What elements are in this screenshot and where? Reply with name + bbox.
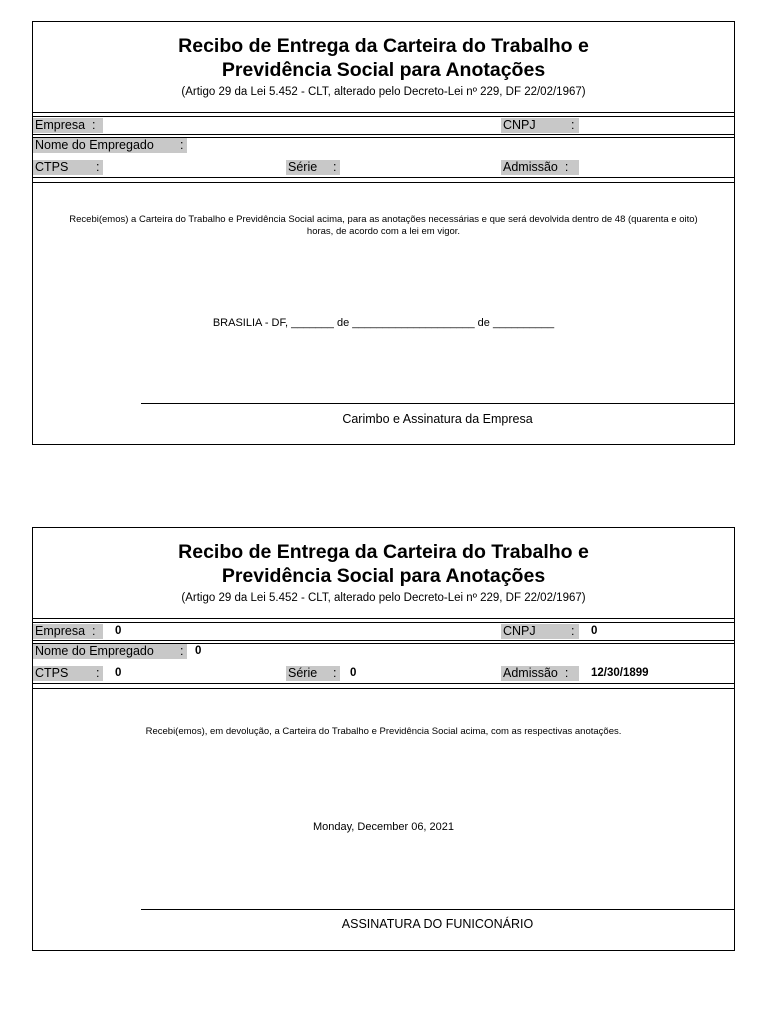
signature-label: ASSINATURA DO FUNICONÁRIO — [341, 917, 534, 931]
ctps-value: 0 — [115, 667, 122, 679]
divider — [33, 116, 734, 117]
cnpj-label: CNPJ — [501, 118, 579, 133]
title-line-1: Recibo de Entrega da Carteira do Trabalho e — [178, 35, 589, 57]
employee-name-colon: : — [180, 644, 184, 658]
receipt-statement: Recebi(emos), em devolução, a Carteira do Trabalho e Previdência Social acima, com as respectivas anotações. — [145, 726, 622, 737]
date-line: Monday, December 06, 2021 — [312, 821, 455, 833]
divider — [33, 134, 734, 135]
return-receipt-form — [32, 527, 735, 951]
employee-name-row — [33, 644, 734, 659]
employee-name-row — [33, 138, 734, 153]
form-subtitle: (Artigo 29 da Lei 5.452 - CLT, alterado pelo Decreto-Lei nº 229, DF 22/02/1967) — [181, 86, 586, 98]
ctps-row — [33, 160, 734, 175]
form-title — [33, 540, 734, 588]
title-line-2: Previdência Social para Anotações — [221, 565, 546, 587]
divider — [33, 177, 734, 178]
receipt-statement: Recebi(emos) a Carteira do Trabalho e Previdência Social acima, para as anotações necessárias e que será devolvida dentro de 48 (quarenta e oito) horas, de acordo com a lei em vigor. — [69, 214, 698, 237]
delivery-receipt-form — [32, 21, 735, 445]
cnpj-value: 0 — [591, 625, 598, 637]
serie-colon: : — [333, 160, 337, 174]
serie-colon: : — [333, 666, 337, 680]
admissao-label: Admissão : — [501, 160, 579, 175]
place-date-line: BRASILIA - DF, _______ de ____________________ de __________ — [212, 317, 555, 329]
ctps-label: CTPS — [33, 666, 103, 681]
divider — [33, 618, 734, 619]
divider — [33, 182, 734, 183]
signature-line — [141, 403, 734, 404]
divider — [33, 112, 734, 113]
employee-name-label: Nome do Empregado — [33, 138, 187, 153]
ctps-label: CTPS — [33, 160, 103, 175]
cnpj-colon: : — [571, 624, 575, 638]
title-line-1: Recibo de Entrega da Carteira do Trabalho e — [178, 541, 589, 563]
ctps-colon: : — [96, 160, 100, 174]
signature-line — [141, 909, 734, 910]
empresa-label: Empresa : — [33, 118, 103, 133]
empresa-label: Empresa : — [33, 624, 103, 639]
admissao-value: 12/30/1899 — [591, 667, 649, 679]
empresa-row — [33, 118, 734, 133]
divider — [33, 622, 734, 623]
ctps-row — [33, 666, 734, 681]
employee-name-label: Nome do Empregado — [33, 644, 187, 659]
empresa-row — [33, 624, 734, 639]
serie-label: Série — [286, 666, 340, 681]
divider — [33, 683, 734, 684]
form-subtitle: (Artigo 29 da Lei 5.452 - CLT, alterado pelo Decreto-Lei nº 229, DF 22/02/1967) — [181, 592, 586, 604]
empresa-value: 0 — [115, 625, 122, 637]
admissao-label: Admissão : — [501, 666, 579, 681]
ctps-colon: : — [96, 666, 100, 680]
divider — [33, 640, 734, 641]
divider — [33, 688, 734, 689]
employee-name-value: 0 — [195, 645, 202, 657]
form-title — [33, 34, 734, 82]
cnpj-label: CNPJ — [501, 624, 579, 639]
title-line-2: Previdência Social para Anotações — [221, 59, 546, 81]
serie-label: Série — [286, 160, 340, 175]
serie-value: 0 — [350, 667, 357, 679]
employee-name-colon: : — [180, 138, 184, 152]
cnpj-colon: : — [571, 118, 575, 132]
signature-label: Carimbo e Assinatura da Empresa — [342, 412, 533, 426]
